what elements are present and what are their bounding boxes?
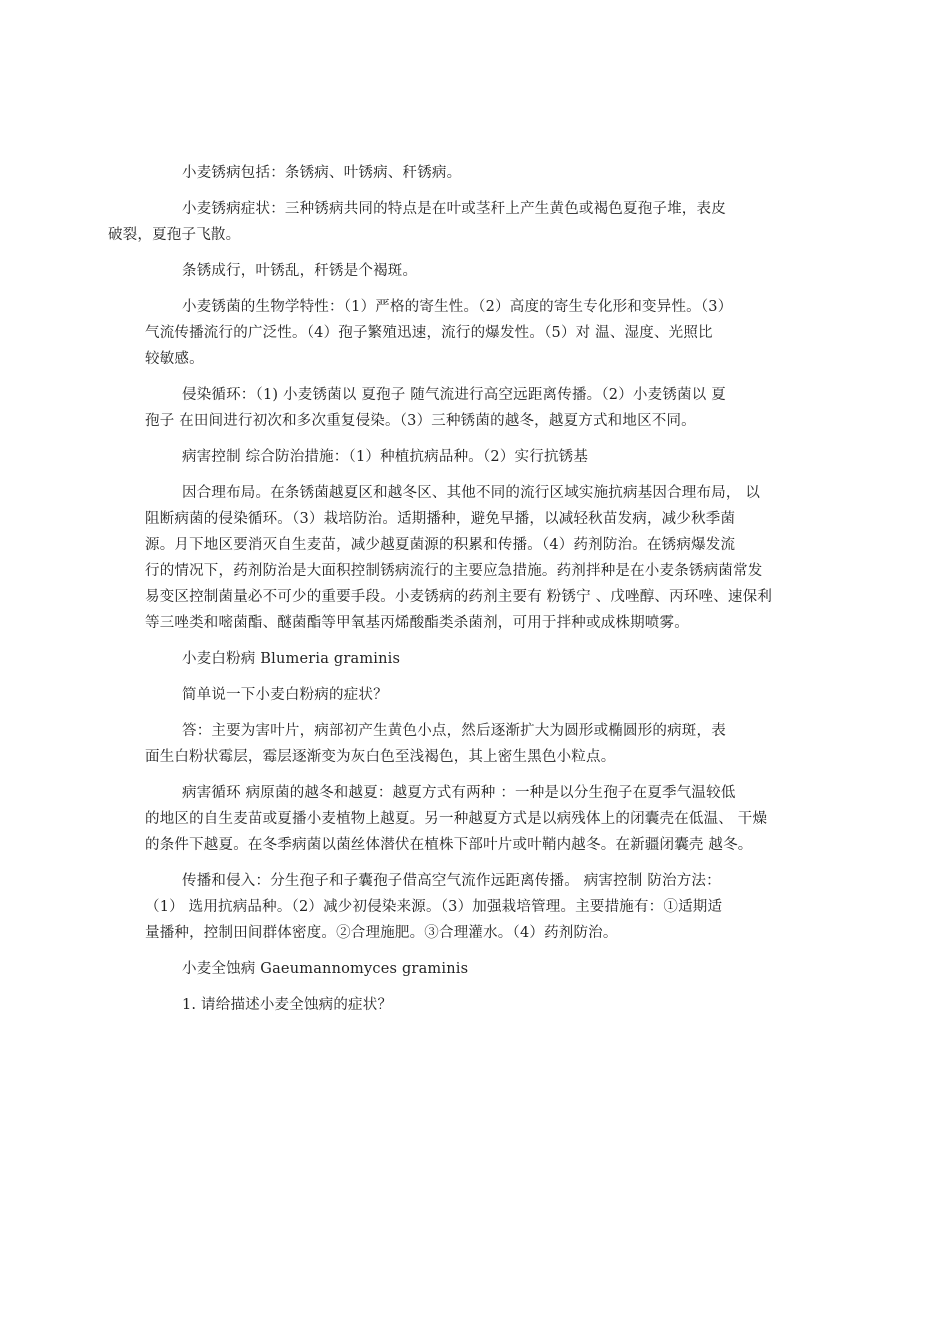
text-line: 行的情况下，药剂防治是大面积控制锈病流行的主要应急措施。药剂拌种是在小麦条锈病菌常发 (145, 563, 763, 579)
text-line: 病害循环 病原菌的越冬和越夏：越夏方式有两种 ：一种是以分生孢子在夏季气温较低 (182, 785, 736, 801)
text-line: 较敏感。 (145, 351, 204, 367)
text-line: 小麦锈菌的生物学特性：（1）严格的寄生性。（2）高度的寄生专化形和变异性。（3） (182, 299, 733, 315)
text-line: 传播和侵入：分生孢子和子囊孢子借高空气流作远距离传播。 病害控制 防治方法： (182, 873, 721, 889)
text-line: 病害控制 综合防治措施：（1）种植抗病品种。（2）实行抗锈基 (182, 449, 589, 465)
text-line: 易变区控制菌量必不可少的重要手段。小麦锈病的药剂主要有 粉锈宁 、戊唑醇、丙环唑、速保利 (145, 589, 773, 605)
paragraph-rust-biology (145, 294, 805, 372)
text-line: 答：主要为害叶片，病部初产生黄色小点，然后逐渐扩大为圆形或椭圆形的病斑，表 (182, 723, 726, 739)
document-body (108, 160, 805, 1028)
paragraph-disease-control (145, 444, 805, 470)
paragraph-rust-symptoms (108, 196, 805, 248)
paragraph-rust-types (145, 160, 805, 186)
text-line: 量播种，控制田间群体密度。②合理施肥。③合理灌水。（4）药剂防治。 (145, 925, 618, 941)
answer-powdery-mildew (145, 718, 805, 770)
text-line: 孢子 在田间进行初次和多次重复侵染。（3）三种锈菌的越冬，越夏方式和地区不同。 (145, 413, 696, 429)
text-line: 小麦锈病包括：条锈病、叶锈病、秆锈病。 (182, 165, 462, 181)
text-line: 源。月下地区要消灭自生麦苗，减少越夏菌源的积累和传播。（4）药剂防治。在锈病爆发流 (145, 537, 736, 553)
paragraph-rust-mnemonic (145, 258, 805, 284)
question-take-all (145, 992, 805, 1018)
text-line: 侵染循环：（1) 小麦锈菌以 夏孢子 随气流进行高空远距离传播。（2）小麦锈菌以 夏 (182, 387, 726, 403)
text-line: 小麦白粉病 Blumeria graminis (182, 651, 401, 667)
heading-take-all (145, 956, 805, 982)
text-line: 等三唑类和嘧菌酯、醚菌酯等甲氧基丙烯酸酯类杀菌剂，可用于拌种或成株期喷雾。 (145, 615, 689, 631)
paragraph-infection-cycle (145, 382, 805, 434)
text-line: 的条件下越夏。在冬季病菌以菌丝体潜伏在植株下部叶片或叶鞘内越冬。在新疆闭囊壳 越冬。 (145, 837, 753, 853)
heading-powdery-mildew (145, 646, 805, 672)
question-powdery-mildew (145, 682, 805, 708)
text-line: 气流传播流行的广泛性。（4）孢子繁殖迅速，流行的爆发性。（5）对 温、湿度、光照比 (145, 325, 713, 341)
text-line: 阻断病菌的侵染循环。（3）栽培防治。适期播种，避免早播，以减轻秋苗发病，减少秋季菌 (145, 511, 736, 527)
paragraph-mildew-cycle (145, 780, 805, 858)
text-line: 面生白粉状霉层，霉层逐渐变为灰白色至浅褐色，其上密生黑色小粒点。 (145, 749, 616, 765)
text-line: 破裂，夏孢子飞散。 (108, 227, 241, 243)
text-line: 简单说一下小麦白粉病的症状？ (182, 687, 388, 703)
paragraph-mildew-spread-control (145, 868, 805, 946)
text-line: 1. 请给描述小麦全蚀病的症状？ (182, 997, 393, 1013)
text-line: 小麦锈病症状：三种锈病共同的特点是在叶或茎秆上产生黄色或褐色夏孢子堆，表皮 (182, 201, 726, 217)
text-line: 的地区的自生麦苗或夏播小麦植物上越夏。另一种越夏方式是以病残体上的闭囊壳在低温、 干燥 (145, 811, 768, 827)
paragraph-control-measures (145, 480, 805, 636)
text-line: 因合理布局。在条锈菌越夏区和越冬区、其他不同的流行区域实施抗病基因合理布局， 以 (182, 485, 761, 501)
text-line: 条锈成行，叶锈乱，秆锈是个褐斑。 (182, 263, 418, 279)
text-line: 小麦全蚀病 Gaeumannomyces graminis (182, 961, 469, 977)
text-line: （1） 选用抗病品种。（2）减少初侵染来源。（3）加强栽培管理。主要措施有：①适期适 (145, 899, 723, 915)
